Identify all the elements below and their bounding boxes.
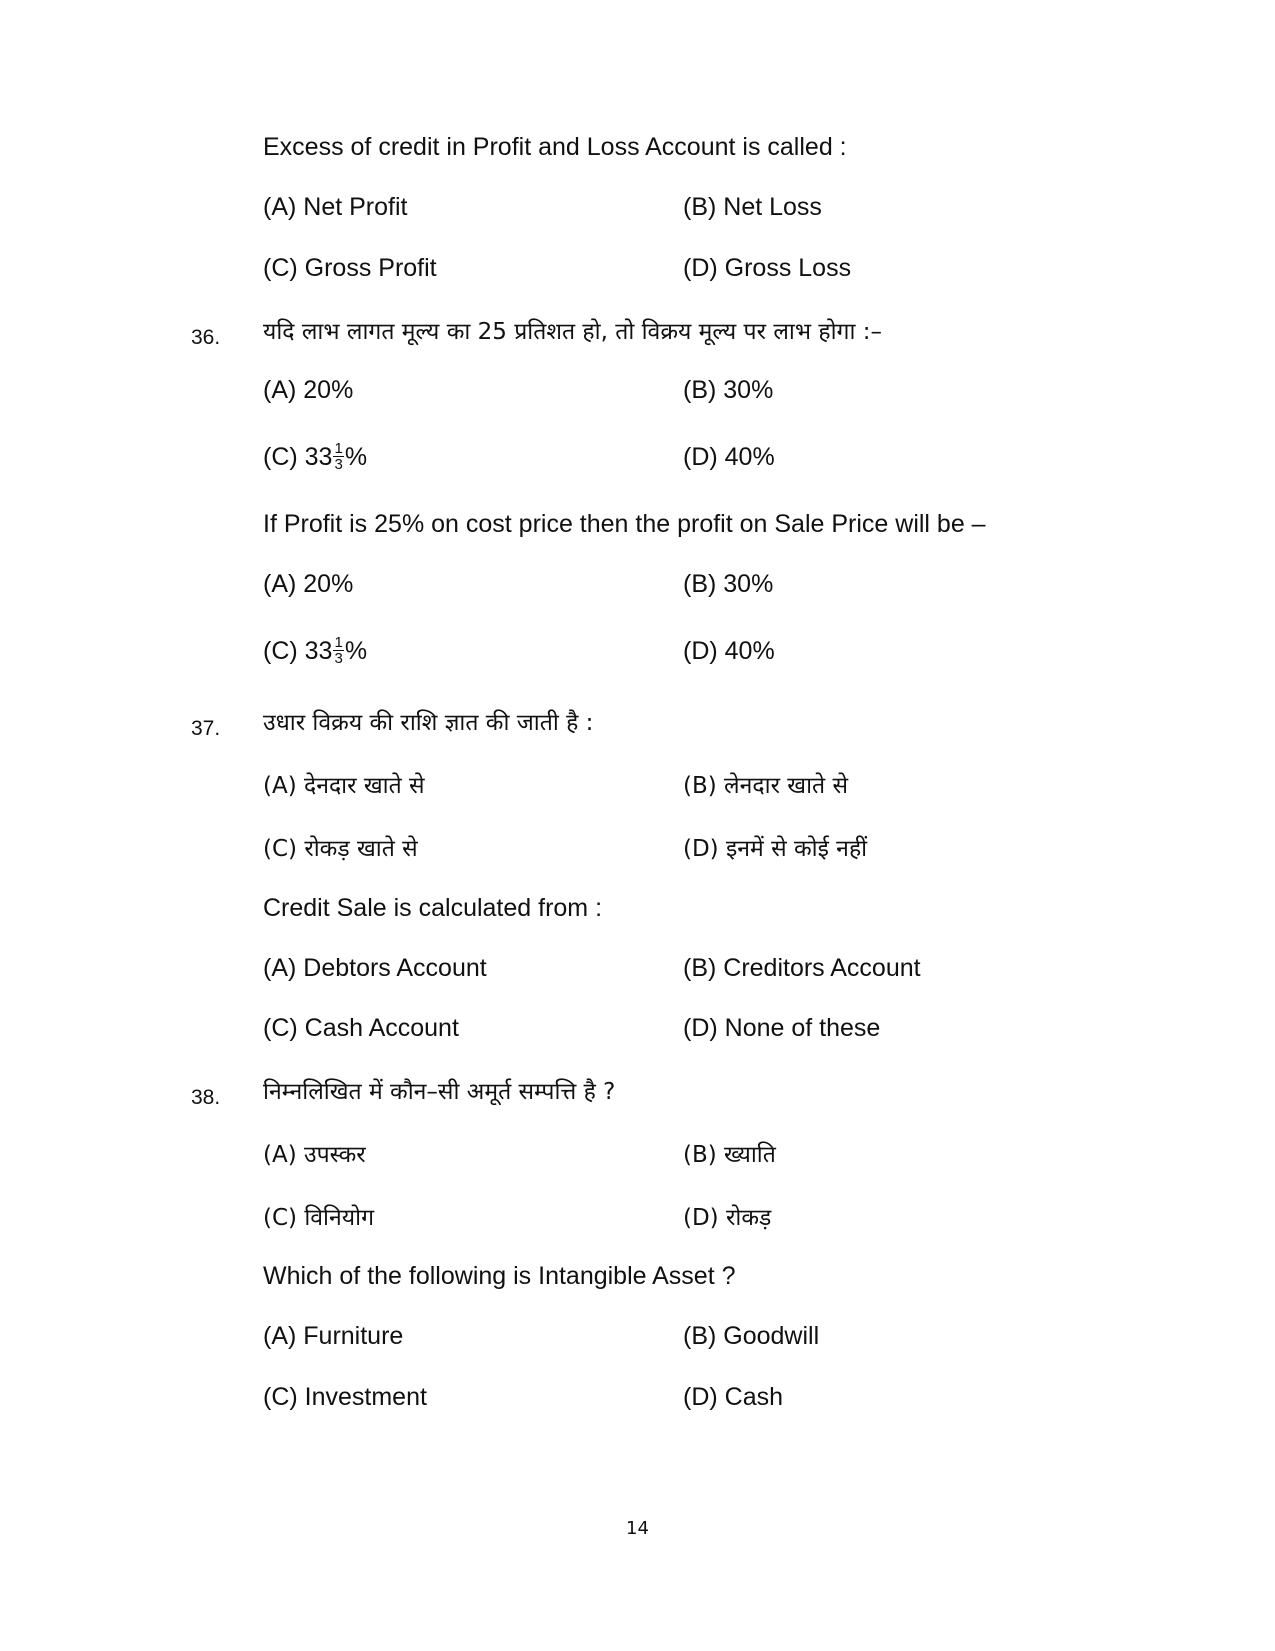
q36-en-option-d: (D) 40% (683, 637, 775, 665)
q37-hi-option-a: (A) देनदार खाते से (263, 773, 425, 799)
q38-en-option-d: (D) Cash (683, 1383, 784, 1411)
q36-hi-question: यदि लाभ लागत मूल्य का 25 प्रतिशत हो, तो विक्रय मूल्य पर लाभ होगा :– (263, 319, 883, 345)
q36-en-options-row1 (0, 570, 1275, 610)
q37-en-option-c: (C) Cash Account (263, 1014, 459, 1042)
q35-en-options-row1 (0, 193, 1275, 233)
q36-hi-option-c (263, 440, 368, 474)
q38-hi-question: निम्नलिखित में कौन–सी अमूर्त सम्पत्ति है ? (263, 1079, 616, 1105)
q38-hi-options-row1 (0, 1137, 1275, 1177)
q38-en-options-row1 (0, 1322, 1275, 1362)
q36-hi-option-a: (A) 20% (263, 376, 354, 404)
q36-en-option-c (263, 634, 368, 668)
q37-hi-options-row1 (0, 768, 1275, 808)
q38-en-options-row2 (0, 1383, 1275, 1423)
q35-en-option-b: (B) Net Loss (683, 193, 822, 221)
q37-en-question-line (0, 894, 1275, 934)
fraction-numerator: 1 (334, 634, 343, 651)
q36-en-question: If Profit is 25% on cost price then the profit on Sale Price will be – (263, 510, 986, 538)
q36-hi-option-c-label: (C) 33 (263, 443, 333, 472)
q38-number: 38. (191, 1086, 221, 1109)
q37-en-option-a: (A) Debtors Account (263, 954, 487, 982)
q37-hi-option-d: (D) इनमें से कोई नहीं (683, 836, 868, 862)
q38-hi-option-a: (A) उपस्कर (263, 1142, 366, 1168)
q37-hi-option-c: (C) रोकड़ खाते से (263, 836, 418, 862)
q37-en-question: Credit Sale is calculated from : (263, 894, 603, 922)
q37-number: 37. (191, 717, 221, 740)
q38-en-question: Which of the following is Intangible Asset ? (263, 1262, 736, 1290)
q38-hi-question-line (0, 1074, 1275, 1114)
q36-hi-question-line (0, 314, 1275, 354)
q36-hi-option-d: (D) 40% (683, 443, 775, 471)
q36-hi-options-row1 (0, 376, 1275, 416)
q38-en-question-line (0, 1262, 1275, 1302)
q38-hi-options-row2 (0, 1200, 1275, 1240)
q37-hi-question: उधार विक्रय की राशि ज्ञात की जाती है : (263, 710, 594, 736)
q36-en-question-line (0, 510, 1275, 550)
fraction-suffix: % (344, 443, 368, 472)
q38-hi-option-c: (C) विनियोग (263, 1205, 375, 1231)
q36-hi-options-row2 (0, 440, 1275, 483)
q37-hi-option-b: (B) लेनदार खाते से (683, 773, 849, 799)
q37-hi-question-line (0, 705, 1275, 745)
fraction-suffix: % (344, 637, 368, 666)
q37-en-option-d: (D) None of these (683, 1014, 881, 1042)
q36-en-option-c-label: (C) 33 (263, 637, 333, 666)
q35-en-option-d: (D) Gross Loss (683, 254, 852, 282)
q35-en-options-row2 (0, 254, 1275, 294)
q35-en-question-line (0, 133, 1275, 173)
fraction-numerator: 1 (334, 440, 343, 457)
q36-en-option-b: (B) 30% (683, 570, 774, 598)
q38-en-option-c: (C) Investment (263, 1383, 427, 1411)
q35-en-option-a: (A) Net Profit (263, 193, 408, 221)
q37-en-options-row1 (0, 954, 1275, 994)
fraction-denominator: 3 (334, 456, 343, 473)
q35-en-question: Excess of credit in Profit and Loss Account is called : (263, 133, 847, 161)
q36-number: 36. (191, 326, 221, 349)
q36-hi-option-b: (B) 30% (683, 376, 774, 404)
q36-en-option-a: (A) 20% (263, 570, 354, 598)
q36-en-options-row2 (0, 634, 1275, 677)
q35-en-option-c: (C) Gross Profit (263, 254, 437, 282)
one-third-fraction (333, 635, 343, 666)
page-number: 14 (626, 1518, 649, 1539)
q37-en-option-b: (B) Creditors Account (683, 954, 921, 982)
one-third-fraction (333, 441, 343, 472)
fraction-denominator: 3 (334, 650, 343, 667)
q38-en-option-a: (A) Furniture (263, 1322, 404, 1350)
q38-hi-option-b: (B) ख्याति (683, 1142, 776, 1168)
q38-hi-option-d: (D) रोकड़ (683, 1205, 772, 1231)
q38-en-option-b: (B) Goodwill (683, 1322, 820, 1350)
q37-hi-options-row2 (0, 831, 1275, 871)
q37-en-options-row2 (0, 1014, 1275, 1054)
